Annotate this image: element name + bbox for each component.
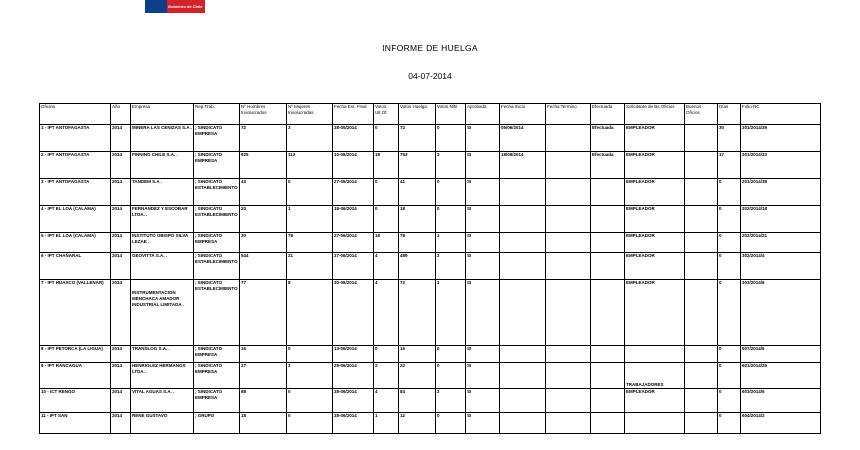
logo-blue-block	[145, 0, 167, 13]
cell-fecha-ext: 27-06/2014	[333, 179, 374, 206]
cell-fecha-ext: 28-06/2014	[333, 413, 374, 434]
cell-fecha-ext: 18-06/2014	[333, 206, 374, 233]
cell-empresa: RENE GUSTAVO	[131, 413, 194, 434]
cell-fecha-ext: 10-06/2014	[333, 152, 374, 179]
col-header: Oficina	[40, 104, 111, 125]
cell-buenos-oficios	[685, 413, 718, 434]
cell-rep: ; SINDICATO EMPRESA	[194, 233, 240, 253]
col-header: Solicitante de Bs.Oficios	[625, 104, 685, 125]
cell-mujeres: 8	[287, 280, 333, 346]
cell-votos-huelga: 12	[399, 413, 436, 434]
cell-oficina: 2 - IPT ANTOFAGASTA	[40, 152, 111, 179]
col-header: Nº Mujeres Involucradas	[287, 104, 333, 125]
col-header: Nº Hombres Involucrados	[240, 104, 287, 125]
cell-oficina: 3 - IPT ANTOFAGASTA	[40, 179, 111, 206]
table-row	[40, 413, 821, 434]
cell-efectuada	[591, 179, 625, 206]
cell-fecha-ext: 30-06/2014	[333, 280, 374, 346]
cell-votos-huelga: 72	[399, 280, 436, 346]
cell-dias: 0	[718, 253, 741, 280]
cell-empresa: VITAL AGUAS S.A. .	[131, 389, 194, 413]
cell-hombres: 16	[240, 346, 287, 363]
table-row	[40, 125, 821, 152]
table-row	[40, 363, 821, 389]
cell-rep: ; SINDICATO EMPRESA	[194, 125, 240, 152]
cell-hombres: 27	[240, 363, 287, 389]
cell-oficina: 9 - IPT RANCAGUA	[40, 363, 111, 389]
cell-folio: 201/2014/39	[741, 125, 821, 152]
cell-aprobada: SI	[466, 233, 500, 253]
cell-dias: 0	[718, 413, 741, 434]
col-header: Fecha Ext. Final	[333, 104, 374, 125]
col-header: Folio NC	[741, 104, 821, 125]
cell-fecha-termino	[546, 233, 591, 253]
cell-folio: 202/2014/18	[741, 206, 821, 233]
cell-empresa: MINERA LAS CENIZAS S.A .	[131, 125, 194, 152]
cell-anio: 2014	[111, 152, 131, 179]
cell-hombres: 20	[240, 206, 287, 233]
cell-dias: 0	[718, 346, 741, 363]
col-header: Votos N/B	[436, 104, 466, 125]
cell-aprobada: SI	[466, 389, 500, 413]
cell-rep: ; SINDICATO EMPRESA	[194, 363, 240, 389]
cell-solicitante: EMPLEADOR	[625, 253, 685, 280]
cell-rep: ; SINDICATO ESTABLECIMIENTO	[194, 253, 240, 280]
cell-oficina: 7 - IPT HUASCO (VALLENAR)	[40, 280, 111, 346]
cell-buenos-oficios	[685, 206, 718, 233]
cell-hombres: 43	[240, 179, 287, 206]
cell-votos-ult: 0	[374, 206, 399, 233]
cell-mujeres: 0	[287, 179, 333, 206]
table-row	[40, 253, 821, 280]
cell-anio: 2014	[111, 346, 131, 363]
cell-anio: 2014	[111, 233, 131, 253]
cell-votos-ult: 18	[374, 152, 399, 179]
cell-fecha-termino	[546, 389, 591, 413]
cell-fecha-ext: 27-06/2014	[333, 253, 374, 280]
cell-votos-ult: 18	[374, 233, 399, 253]
col-header: Rep.Trab.	[194, 104, 240, 125]
cell-hombres: 18	[240, 413, 287, 434]
cell-votos-nb: 2	[436, 389, 466, 413]
cell-fecha-inicio	[500, 179, 546, 206]
cell-oficina: 10 - ICT RENGO	[40, 389, 111, 413]
col-header: Buenos Oficios	[685, 104, 718, 125]
cell-fecha-ext: 13-06/2014	[333, 346, 374, 363]
cell-votos-ult: 2	[374, 363, 399, 389]
cell-fecha-ext: 28-06/2014	[333, 389, 374, 413]
cell-empresa: HENRIOLEZ HERMANOS LTDA. .	[131, 363, 194, 389]
cell-oficina: 1 - IPT ANTOFAGASTA	[40, 125, 111, 152]
table-row	[40, 280, 821, 346]
cell-votos-huelga: 84	[399, 389, 436, 413]
cell-dias: 17	[718, 152, 741, 179]
cell-votos-nb: 1	[436, 233, 466, 253]
cell-rep: ; SINDICATO EMPRESA	[194, 389, 240, 413]
cell-fecha-termino	[546, 413, 591, 434]
cell-fecha-inicio	[500, 346, 546, 363]
table-row	[40, 179, 821, 206]
cell-efectuada	[591, 280, 625, 346]
cell-fecha-inicio: 05/06/2014	[500, 125, 546, 152]
cell-fecha-termino	[546, 179, 591, 206]
cell-solicitante	[625, 413, 685, 434]
cell-votos-nb: 0	[436, 346, 466, 363]
cell-mujeres: 0	[287, 389, 333, 413]
cell-mujeres: 0	[287, 413, 333, 434]
cell-votos-nb: 2	[436, 253, 466, 280]
cell-solicitante: EMPLEADOR	[625, 389, 685, 413]
cell-oficina: 4 - IPT EL LOA (CALAMA)	[40, 206, 111, 233]
cell-folio: 302/2014/4	[741, 253, 821, 280]
cell-solicitante: EMPLEADOR	[625, 179, 685, 206]
cell-hombres: 88	[240, 389, 287, 413]
cell-efectuada	[591, 363, 625, 389]
cell-votos-huelga: 16	[399, 346, 436, 363]
cell-hombres: 925	[240, 152, 287, 179]
cell-folio: 604/2014/2	[741, 413, 821, 434]
cell-efectuada	[591, 413, 625, 434]
cell-empresa: GEOVITTA S.A. .	[131, 253, 194, 280]
cell-dias: 0	[718, 233, 741, 253]
cell-solicitante: TRABAJADORES	[625, 363, 685, 389]
cell-hombres: 544	[240, 253, 287, 280]
col-header: Año	[111, 104, 131, 125]
cell-folio: 601/2014/25	[741, 363, 821, 389]
cell-buenos-oficios	[685, 346, 718, 363]
cell-anio: 2014	[111, 363, 131, 389]
cell-rep: ; SINDICATO EMPRESA	[194, 346, 240, 363]
cell-mujeres: 1	[287, 206, 333, 233]
cell-votos-nb: 0	[436, 363, 466, 389]
cell-anio: 2014	[111, 125, 131, 152]
cell-fecha-inicio	[500, 363, 546, 389]
cell-buenos-oficios	[685, 125, 718, 152]
cell-solicitante: EMPLEADOR	[625, 152, 685, 179]
cell-aprobada: SI	[466, 363, 500, 389]
cell-votos-ult: 0	[374, 125, 399, 152]
cell-hombres: 30	[240, 233, 287, 253]
cell-fecha-ext: 28-05/2014	[333, 125, 374, 152]
cell-aprobada: SI	[466, 346, 500, 363]
cell-anio: 2014	[111, 179, 131, 206]
cell-folio: 303/2014/6	[741, 280, 821, 346]
cell-aprobada: SI	[466, 206, 500, 233]
cell-buenos-oficios	[685, 233, 718, 253]
cell-oficina: 11 - IPT SAN	[40, 413, 111, 434]
cell-aprobada: SI	[466, 179, 500, 206]
cell-mujeres: 3	[287, 125, 333, 152]
cell-mujeres: 113	[287, 152, 333, 179]
cell-efectuada	[591, 206, 625, 233]
cell-rep: ; GRUPO	[194, 413, 240, 434]
table-row	[40, 346, 821, 363]
cell-votos-ult: 1	[374, 413, 399, 434]
cell-fecha-inicio	[500, 253, 546, 280]
cell-buenos-oficios	[685, 152, 718, 179]
cell-oficina: 5 - IPT EL LOA (CALAMA)	[40, 233, 111, 253]
cell-mujeres: 0	[287, 346, 333, 363]
cell-solicitante: EMPLEADOR	[625, 280, 685, 346]
cell-fecha-ext: 25-06/2014	[333, 363, 374, 389]
cell-folio: 507/2014/5	[741, 346, 821, 363]
cell-oficina: 8 - IPT PETORCA (LA LIGUA)	[40, 346, 111, 363]
cell-fecha-termino	[546, 280, 591, 346]
cell-mujeres: 78	[287, 233, 333, 253]
cell-votos-ult: 4	[374, 253, 399, 280]
col-header: Aprobada	[466, 104, 500, 125]
cell-empresa: INSTRUMENTACION MENCHACA AMADOR INDUSTRIAL LIMITADA .	[131, 280, 194, 346]
cell-anio: 2014	[111, 253, 131, 280]
cell-empresa: FERNANDEZ Y ESCOBAR LTDA. .	[131, 206, 194, 233]
cell-votos-ult: 4	[374, 389, 399, 413]
cell-votos-nb: 0	[436, 125, 466, 152]
cell-votos-huelga: 72	[399, 125, 436, 152]
cell-fecha-termino	[546, 125, 591, 152]
cell-fecha-ext: 27-06/2014	[333, 233, 374, 253]
cell-buenos-oficios	[685, 280, 718, 346]
table-header-row	[40, 104, 821, 125]
cell-aprobada: SI	[466, 152, 500, 179]
cell-solicitante: EMPLEADOR	[625, 125, 685, 152]
table-row	[40, 389, 821, 413]
cell-fecha-termino	[546, 253, 591, 280]
cell-efectuada	[591, 346, 625, 363]
cell-votos-huelga: 753	[399, 152, 436, 179]
cell-folio: 603/2014/5	[741, 389, 821, 413]
cell-votos-huelga: 78	[399, 233, 436, 253]
table-row	[40, 233, 821, 253]
cell-buenos-oficios	[685, 179, 718, 206]
cell-fecha-inicio	[500, 233, 546, 253]
cell-folio: 201/2014/38	[741, 179, 821, 206]
cell-efectuada	[591, 253, 625, 280]
cell-dias: 0	[718, 179, 741, 206]
cell-dias: 0	[718, 280, 741, 346]
strike-report-table	[39, 103, 821, 434]
cell-aprobada: SI	[466, 413, 500, 434]
cell-buenos-oficios	[685, 389, 718, 413]
cell-aprobada: SI	[466, 125, 500, 152]
cell-votos-ult: 0	[374, 346, 399, 363]
cell-fecha-termino	[546, 152, 591, 179]
logo-text: Gobierno de Chile	[168, 4, 203, 9]
cell-folio: 202/2014/21	[741, 233, 821, 253]
cell-dias: 0	[718, 389, 741, 413]
cell-fecha-inicio	[500, 280, 546, 346]
cell-fecha-inicio	[500, 389, 546, 413]
cell-dias: 0	[718, 206, 741, 233]
cell-votos-nb: 0	[436, 179, 466, 206]
cell-hombres: 72	[240, 125, 287, 152]
cell-solicitante: EMPLEADOR	[625, 206, 685, 233]
col-header: Empresa	[131, 104, 194, 125]
table-row	[40, 206, 821, 233]
cell-fecha-termino	[546, 363, 591, 389]
cell-votos-ult: 4	[374, 280, 399, 346]
cell-fecha-inicio	[500, 413, 546, 434]
cell-votos-huelga: 41	[399, 179, 436, 206]
cell-anio: 2014	[111, 389, 131, 413]
cell-empresa: TRANSLOG S.A. .	[131, 346, 194, 363]
cell-oficina: 6 - IPT CHAÑARAL	[40, 253, 111, 280]
report-title: INFORME DE HUELGA	[382, 43, 478, 53]
cell-hombres: 77	[240, 280, 287, 346]
cell-rep: ; SINDICATO ESTABLECIMIENTO	[194, 280, 240, 346]
cell-votos-huelga: 22	[399, 363, 436, 389]
col-header: Días	[718, 104, 741, 125]
cell-anio: 2014	[111, 206, 131, 233]
cell-anio: 2014	[111, 413, 131, 434]
col-header: Fecha Inicio	[500, 104, 546, 125]
col-header: Fecha Termino	[546, 104, 591, 125]
cell-buenos-oficios	[685, 363, 718, 389]
cell-solicitante	[625, 346, 685, 363]
cell-votos-nb: 3	[436, 152, 466, 179]
cell-rep: ; SINDICATO ESTABLECIMIENTO	[194, 206, 240, 233]
table-row	[40, 152, 821, 179]
cell-anio: 2014	[111, 280, 131, 346]
cell-fecha-inicio	[500, 206, 546, 233]
cell-rep: ; SINDICATO ESTABLECIMIENTO	[194, 179, 240, 206]
cell-votos-huelga: 18	[399, 206, 436, 233]
cell-aprobada: SI	[466, 253, 500, 280]
cell-efectuada	[591, 233, 625, 253]
cell-votos-huelga: 489	[399, 253, 436, 280]
cell-empresa: FINNING CHILE S.A. .	[131, 152, 194, 179]
cell-empresa: INSTITUTO OBISPO SILVA LEZAE .	[131, 233, 194, 253]
col-header: Efectuada	[591, 104, 625, 125]
cell-aprobada: SI	[466, 280, 500, 346]
cell-solicitante: EMPLEADOR	[625, 233, 685, 253]
cell-efectuada: Efectuada	[591, 152, 625, 179]
cell-mujeres: 21	[287, 253, 333, 280]
cell-mujeres: 3	[287, 363, 333, 389]
cell-efectuada	[591, 389, 625, 413]
col-header: Votos Huelga	[399, 104, 436, 125]
cell-votos-nb: 0	[436, 206, 466, 233]
cell-fecha-termino	[546, 346, 591, 363]
cell-empresa: TANDEM S.A .	[131, 179, 194, 206]
cell-efectuada: Efectuada	[591, 125, 625, 152]
cell-dias: 0	[718, 363, 741, 389]
cell-buenos-oficios	[685, 253, 718, 280]
cell-folio: 201/2014/33	[741, 152, 821, 179]
report-date: 04-07-2014	[408, 71, 452, 81]
cell-fecha-inicio: 18/06/2014	[500, 152, 546, 179]
cell-dias: 30	[718, 125, 741, 152]
cell-votos-nb: 1	[436, 280, 466, 346]
cell-fecha-termino	[546, 206, 591, 233]
cell-votos-ult: 0	[374, 179, 399, 206]
cell-votos-nb: 0	[436, 413, 466, 434]
cell-rep: ; SINDICATO EMPRESA	[194, 152, 240, 179]
col-header: Votos Ult.Of.	[374, 104, 399, 125]
